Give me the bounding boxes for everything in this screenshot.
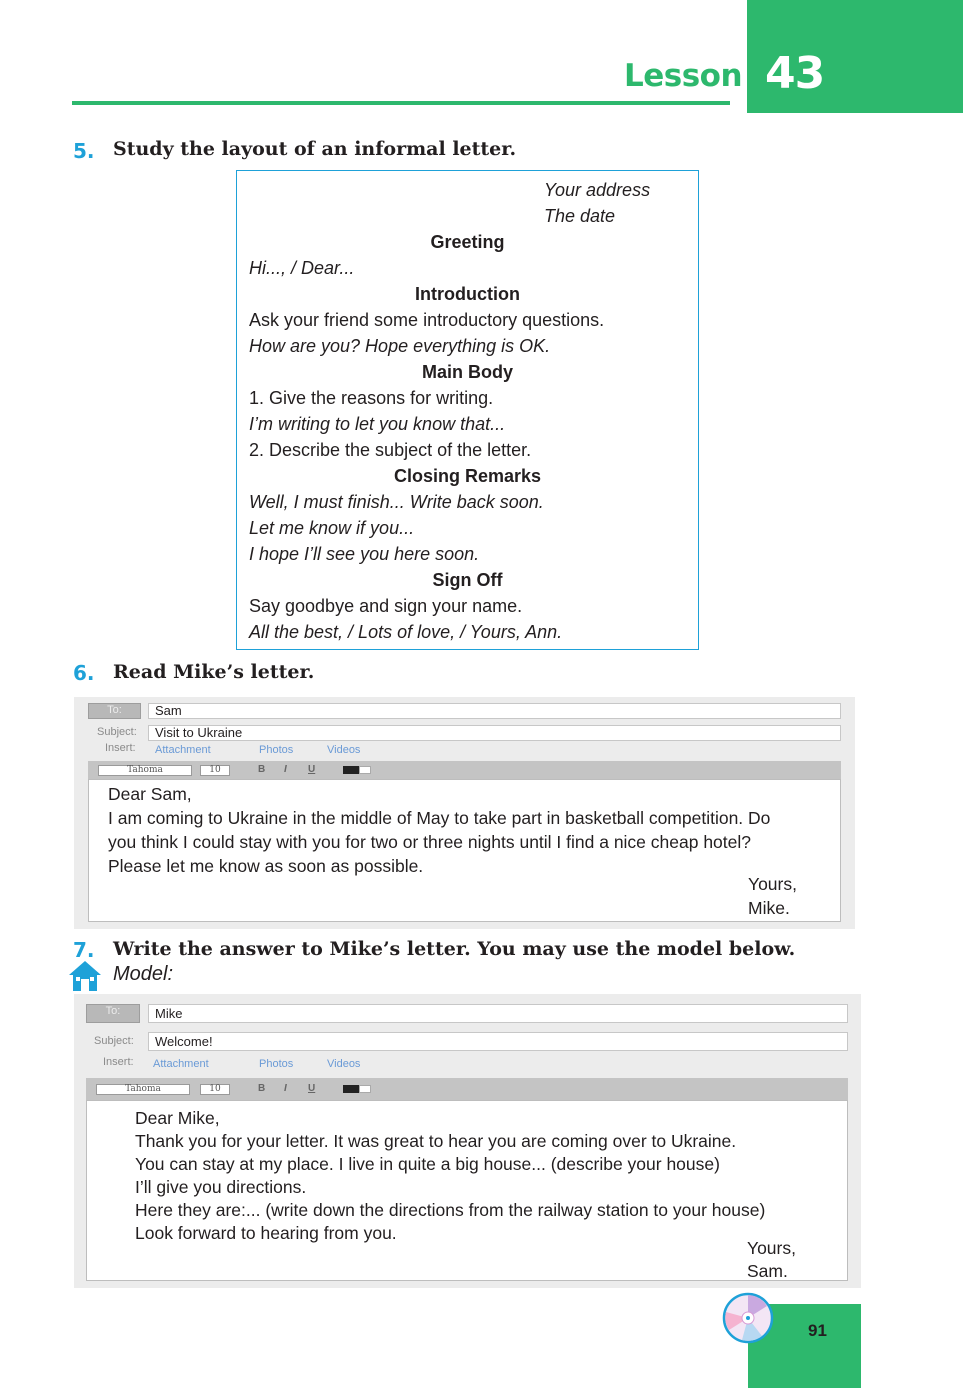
layout-body-point-2: 2. Describe the subject of the letter. bbox=[249, 440, 532, 460]
body-line: Dear Sam, bbox=[108, 784, 192, 804]
subject-field[interactable]: Visit to Ukraine bbox=[148, 725, 841, 741]
body-line: Dear Mike, bbox=[135, 1108, 220, 1128]
to-field[interactable]: Mike bbox=[148, 1004, 848, 1023]
page-number: 91 bbox=[808, 1321, 827, 1340]
color-dropdown[interactable] bbox=[359, 766, 371, 774]
body-line: You can stay at my place. I live in quite a big house... (describe your house) bbox=[135, 1154, 720, 1174]
email-window bbox=[74, 697, 855, 929]
italic-button[interactable]: I bbox=[284, 1083, 287, 1094]
text-color-button[interactable] bbox=[343, 1085, 359, 1093]
layout-signoff-example: All the best, / Lots of love, / Yours, Ann. bbox=[249, 622, 563, 642]
layout-heading-greeting: Greeting bbox=[430, 232, 505, 252]
task-instruction: Write the answer to Mike’s letter. You may use the model below. bbox=[113, 938, 796, 960]
layout-closing-example-1: Well, I must finish... Write back soon. bbox=[249, 492, 544, 512]
italic-button[interactable]: I bbox=[284, 764, 287, 775]
format-toolbar bbox=[88, 761, 841, 779]
insert-photos-link[interactable]: Photos bbox=[259, 1058, 294, 1070]
layout-intro-example: How are you? Hope everything is OK. bbox=[249, 336, 551, 356]
body-line: I am coming to Ukraine in the middle of May to take part in basketball competition. Do bbox=[108, 808, 771, 828]
lesson-number-box bbox=[747, 0, 963, 113]
to-button[interactable]: To: bbox=[88, 703, 141, 719]
signature: Mike. bbox=[748, 898, 790, 918]
letter-layout-box bbox=[236, 170, 699, 650]
body-line: Thank you for your letter. It was great to hear you are coming over to Ukraine. bbox=[135, 1131, 737, 1151]
layout-heading-sign-off: Sign Off bbox=[432, 570, 503, 590]
closing: Yours, bbox=[747, 1238, 796, 1258]
body-line: you think I could stay with you for two or three nights until I find a nice cheap hotel? bbox=[108, 832, 752, 852]
subject-label: Subject: bbox=[97, 726, 137, 738]
layout-heading-introduction: Introduction bbox=[415, 284, 520, 304]
body-line: Here they are:... (write down the directions from the railway station to your house) bbox=[135, 1200, 766, 1220]
layout-signoff-text: Say goodbye and sign your name. bbox=[249, 596, 523, 616]
layout-greeting-text: Hi..., / Dear... bbox=[249, 258, 355, 278]
email-body[interactable] bbox=[88, 779, 841, 922]
format-toolbar bbox=[86, 1078, 848, 1100]
insert-attachment-link[interactable]: Attachment bbox=[153, 1058, 209, 1070]
lesson-label: Lesson bbox=[624, 58, 743, 94]
layout-heading-main-body: Main Body bbox=[421, 362, 513, 382]
cd-icon bbox=[722, 1292, 774, 1344]
home-icon bbox=[68, 960, 102, 992]
closing: Yours, bbox=[748, 874, 797, 894]
body-line: I’ll give you directions. bbox=[135, 1177, 307, 1197]
font-size-select[interactable]: 10 bbox=[200, 765, 230, 776]
layout-body-example-1: I’m writing to let you know that... bbox=[249, 414, 506, 434]
email-body[interactable] bbox=[86, 1100, 848, 1281]
signature: Sam. bbox=[747, 1261, 788, 1281]
layout-intro-text: Ask your friend some introductory questions. bbox=[249, 310, 605, 330]
layout-closing-example-2: Let me know if you... bbox=[249, 518, 415, 538]
color-dropdown[interactable] bbox=[359, 1085, 371, 1093]
task-number: 5. bbox=[73, 139, 95, 163]
layout-address: Your address bbox=[544, 180, 651, 200]
insert-photos-link[interactable]: Photos bbox=[259, 744, 294, 756]
to-button[interactable]: To: bbox=[86, 1004, 140, 1023]
insert-videos-link[interactable]: Videos bbox=[327, 1058, 361, 1070]
layout-date: The date bbox=[544, 206, 616, 226]
font-select[interactable]: Tahoma bbox=[96, 1084, 190, 1095]
lesson-number: 43 bbox=[765, 48, 825, 99]
font-select[interactable]: Tahoma bbox=[98, 765, 192, 776]
insert-attachment-link[interactable]: Attachment bbox=[155, 744, 211, 756]
text-color-button[interactable] bbox=[343, 766, 359, 774]
underline-button[interactable]: U bbox=[308, 764, 316, 775]
email-window bbox=[74, 994, 861, 1288]
subject-field[interactable]: Welcome! bbox=[148, 1032, 848, 1051]
task-number: 6. bbox=[73, 661, 95, 685]
layout-heading-closing: Closing Remarks bbox=[393, 466, 542, 486]
task-number: 7. bbox=[73, 938, 95, 962]
task-instruction: Read Mike’s letter. bbox=[113, 661, 315, 683]
body-line: Look forward to hearing from you. bbox=[135, 1223, 397, 1243]
header-rule bbox=[72, 101, 730, 105]
subject-label: Subject: bbox=[94, 1035, 134, 1047]
insert-label: Insert: bbox=[105, 742, 136, 754]
layout-body-point-1: 1. Give the reasons for writing. bbox=[249, 388, 494, 408]
bold-button[interactable]: B bbox=[258, 1083, 266, 1094]
bold-button[interactable]: B bbox=[258, 764, 266, 775]
body-line: Please let me know as soon as possible. bbox=[108, 856, 424, 876]
insert-label: Insert: bbox=[103, 1056, 134, 1068]
layout-closing-example-3: I hope I’ll see you here soon. bbox=[249, 544, 480, 564]
insert-videos-link[interactable]: Videos bbox=[327, 744, 361, 756]
font-size-select[interactable]: 10 bbox=[200, 1084, 230, 1095]
model-label: Model: bbox=[113, 963, 174, 985]
to-field[interactable]: Sam bbox=[148, 703, 841, 719]
underline-button[interactable]: U bbox=[308, 1083, 316, 1094]
task-instruction: Study the layout of an informal letter. bbox=[113, 138, 517, 160]
